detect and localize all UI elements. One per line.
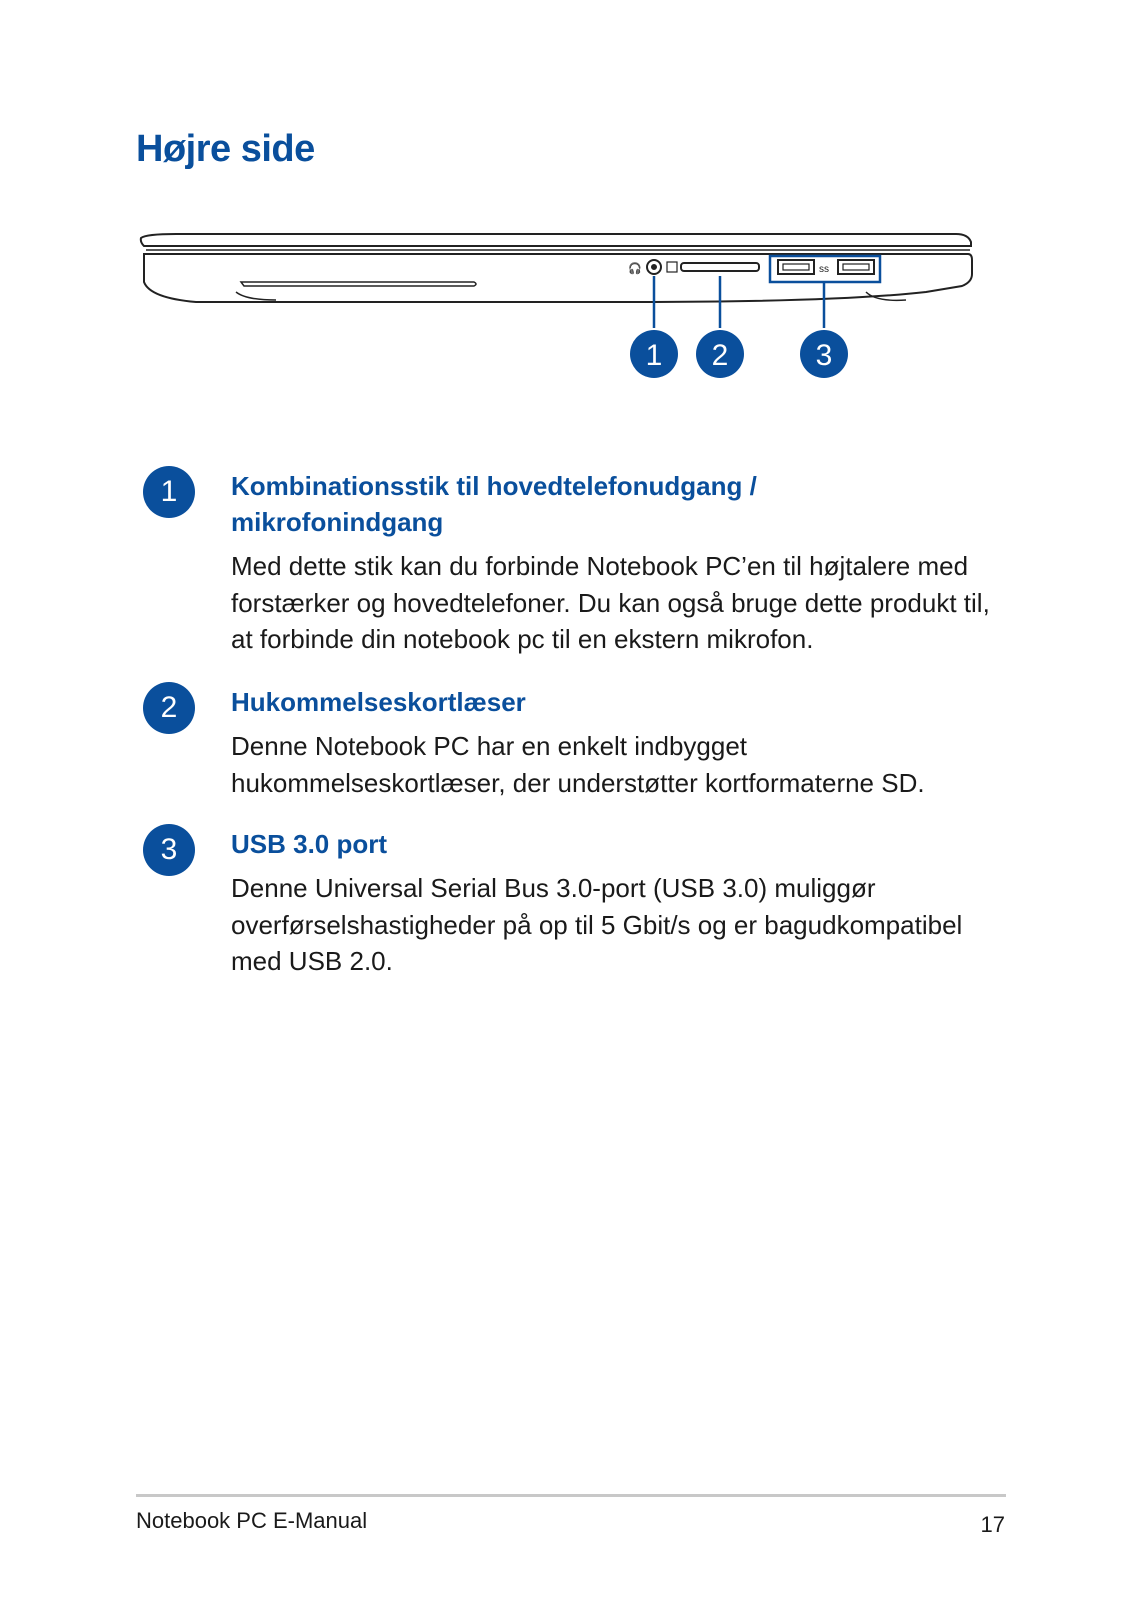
notebook-right-side-illustration	[136, 232, 1006, 397]
item-heading: Hukommelseskortlæser	[231, 687, 526, 717]
notebook-chassis	[141, 234, 972, 302]
callout-badges	[630, 330, 848, 378]
item-description: Med dette stik kan du forbinde Notebook PC’en til højtalere med forstærker og hovedtelefoner. Du kan også bruge dette produkt til, at forbinde din notebook pc til en ekstern mikrofon.	[231, 551, 990, 654]
svg-text:🎧: 🎧	[628, 263, 642, 275]
item-headphone-mic-jack	[143, 466, 1023, 658]
item-number-badge: 1	[143, 466, 195, 518]
callout-3: 3	[815, 339, 833, 372]
item-memory-card-reader	[143, 682, 1023, 801]
callout-1: 1	[645, 339, 663, 372]
item-number-badge: 2	[143, 682, 195, 734]
page-title: Højre side	[136, 128, 315, 170]
item-heading: USB 3.0 port	[231, 829, 388, 859]
footer-page-number: 17	[980, 1512, 1005, 1537]
footer-manual-title: Notebook PC E-Manual	[136, 1508, 368, 1533]
item-description: Denne Notebook PC har en enkelt indbygget hukommelseskortlæser, der understøtter kortformaterne SD.	[231, 731, 925, 798]
callout-2: 2	[711, 339, 729, 372]
svg-text:ss: ss	[819, 264, 829, 275]
item-heading: Kombinationsstik til hovedtelefonudgang / mikrofonindgang	[231, 471, 757, 537]
item-number-badge: 3	[143, 824, 195, 876]
item-usb-port	[143, 824, 1023, 980]
item-description: Denne Universal Serial Bus 3.0-port (USB 3.0) muliggør overførselshastigheder på op til 5 Gbit/s og er bagudkompatibel med USB 2.0.	[231, 873, 963, 976]
footer-divider	[136, 1494, 1006, 1497]
